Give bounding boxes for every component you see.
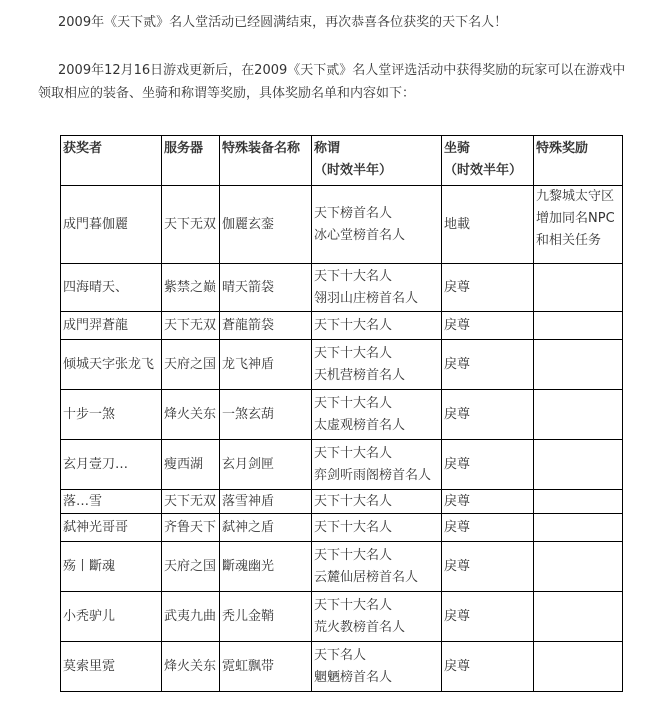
cell-equipment: 霓虹飘带: [220, 642, 312, 692]
cell-server: 齐鲁天下: [162, 514, 220, 542]
title-line: 天下十大名人: [314, 268, 393, 284]
cell-server: 天下无双: [162, 490, 220, 514]
header-server: 服务器: [162, 136, 220, 186]
cell-mount: 戾尊: [442, 514, 534, 542]
table-row: [61, 514, 623, 542]
cell-special: [534, 390, 623, 440]
cell-server: 天府之国: [162, 542, 220, 592]
table-row: [61, 642, 623, 692]
cell-server: 天下无双: [162, 312, 220, 340]
title-line: 云麓仙居榜首名人: [314, 569, 419, 585]
cell-mount: 戾尊: [442, 490, 534, 514]
cell-server: 烽火关东: [162, 390, 220, 440]
table-row: [61, 264, 623, 312]
cell-server: 天下无双: [162, 186, 220, 264]
table-body: [61, 186, 623, 692]
title-line: 翎羽山庄榜首名人: [314, 290, 419, 306]
header-special: 特殊奖励: [534, 136, 623, 186]
cell-winner: 玄月壹刀…: [61, 440, 162, 490]
cell-special: [534, 312, 623, 340]
cell-title: [312, 440, 442, 490]
cell-title: [312, 490, 442, 514]
cell-winner: 殇丨斷魂: [61, 542, 162, 592]
cell-special: [534, 264, 623, 312]
cell-title: [312, 312, 442, 340]
cell-special: [534, 642, 623, 692]
header-mount: [442, 136, 534, 186]
cell-mount: 戾尊: [442, 312, 534, 340]
cell-equipment: 斷魂幽光: [220, 542, 312, 592]
cell-winner: 成門暮伽麗: [61, 186, 162, 264]
cell-equipment: 玄月剑匣: [220, 440, 312, 490]
cell-title: [312, 390, 442, 440]
table-row: [61, 542, 623, 592]
cell-title: [312, 340, 442, 390]
cell-mount: 戾尊: [442, 542, 534, 592]
cell-equipment: 蒼龍箭袋: [220, 312, 312, 340]
cell-server: 武夷九曲: [162, 592, 220, 642]
title-line: 天下十大名人: [314, 395, 393, 411]
cell-title: [312, 592, 442, 642]
cell-special: [534, 542, 623, 592]
cell-server: 天府之国: [162, 340, 220, 390]
cell-equipment: 一煞玄葫: [220, 390, 312, 440]
cell-winner: 莫索里霓: [61, 642, 162, 692]
cell-mount: 戾尊: [442, 264, 534, 312]
header-title-line-2: （时效半年）: [314, 163, 393, 178]
title-line: 天下十大名人: [314, 493, 393, 509]
title-line: 冰心堂榜首名人: [314, 227, 406, 243]
cell-title: [312, 186, 442, 264]
cell-winner: 十步一煞: [61, 390, 162, 440]
special-reward-line: 和相关任务: [536, 233, 602, 248]
title-line: 天下十大名人: [314, 317, 393, 333]
cell-equipment: 晴天箭袋: [220, 264, 312, 312]
cell-mount: 地載: [442, 186, 534, 264]
cell-equipment: 龙飞神盾: [220, 340, 312, 390]
title-line: 天下十大名人: [314, 547, 393, 563]
cell-title: [312, 514, 442, 542]
cell-title: [312, 642, 442, 692]
table-row: [61, 592, 623, 642]
cell-title: [312, 542, 442, 592]
intro-line-1: 2009年《天下贰》名人堂活动已经圆满结束，再次恭喜各位获奖的天下名人！: [58, 15, 508, 30]
table-row: [61, 440, 623, 490]
intro-line-2: 2009年12月16日游戏更新后，在2009《天下贰》名人堂评选活动中获得奖励的玩家可以在游戏中: [58, 63, 626, 78]
cell-server: 瘦西湖: [162, 440, 220, 490]
cell-mount: 戾尊: [442, 390, 534, 440]
title-line: 天机营榜首名人: [314, 367, 406, 383]
cell-winner: 弑神光哥哥: [61, 514, 162, 542]
title-line: 太虚观榜首名人: [314, 417, 406, 433]
special-reward-line: 九黎城太守区: [536, 189, 615, 204]
awards-table: [60, 135, 623, 692]
header-title: [312, 136, 442, 186]
cell-title: [312, 264, 442, 312]
cell-special: [534, 340, 623, 390]
cell-winner: 成門羿蒼龍: [61, 312, 162, 340]
cell-mount: 戾尊: [442, 642, 534, 692]
header-equipment: 特殊装备名称: [220, 136, 312, 186]
table-row: [61, 312, 623, 340]
cell-equipment: 伽麗玄銮: [220, 186, 312, 264]
table-header-row: [61, 136, 623, 186]
table-row: [61, 390, 623, 440]
cell-special: [534, 440, 623, 490]
cell-special: [534, 514, 623, 542]
cell-mount: 戾尊: [442, 440, 534, 490]
title-line: 天下十大名人: [314, 445, 393, 461]
cell-winner: 落…雪: [61, 490, 162, 514]
cell-mount: 戾尊: [442, 592, 534, 642]
title-line: 天下十大名人: [314, 597, 393, 613]
title-line: 天下名人: [314, 647, 367, 663]
cell-equipment: 落雪神盾: [220, 490, 312, 514]
header-mount-line-2: （时效半年）: [444, 163, 523, 178]
cell-special: [534, 592, 623, 642]
special-reward-line: 增加同名NPC: [536, 211, 615, 226]
cell-equipment: 弑神之盾: [220, 514, 312, 542]
cell-mount: 戾尊: [442, 340, 534, 390]
cell-equipment: 秃儿金鞘: [220, 592, 312, 642]
intro-line-3: 领取相应的装备、坐骑和称谓等奖励，具体奖励名单和内容如下：: [38, 86, 416, 101]
header-mount-line-1: 坐骑: [444, 141, 471, 156]
table-row: [61, 186, 623, 264]
title-line: 天下榜首名人: [314, 205, 393, 221]
cell-server: 烽火关东: [162, 642, 220, 692]
header-winner: 获奖者: [61, 136, 162, 186]
title-line: 天下十大名人: [314, 345, 393, 361]
table-row: [61, 490, 623, 514]
cell-special: [534, 490, 623, 514]
cell-special: [534, 186, 623, 264]
title-line: 魍魉榜首名人: [314, 669, 393, 685]
cell-winner: 倾城天字张龙飞: [61, 340, 162, 390]
table-row: [61, 340, 623, 390]
cell-winner: 四海晴天、: [61, 264, 162, 312]
title-line: 弈剑听雨阁榜首名人: [314, 467, 432, 483]
title-line: 荒火教榜首名人: [314, 619, 406, 635]
title-line: 天下十大名人: [314, 519, 393, 535]
cell-server: 紫禁之巅: [162, 264, 220, 312]
cell-winner: 小秃驴儿: [61, 592, 162, 642]
header-title-line-1: 称谓: [314, 141, 341, 156]
